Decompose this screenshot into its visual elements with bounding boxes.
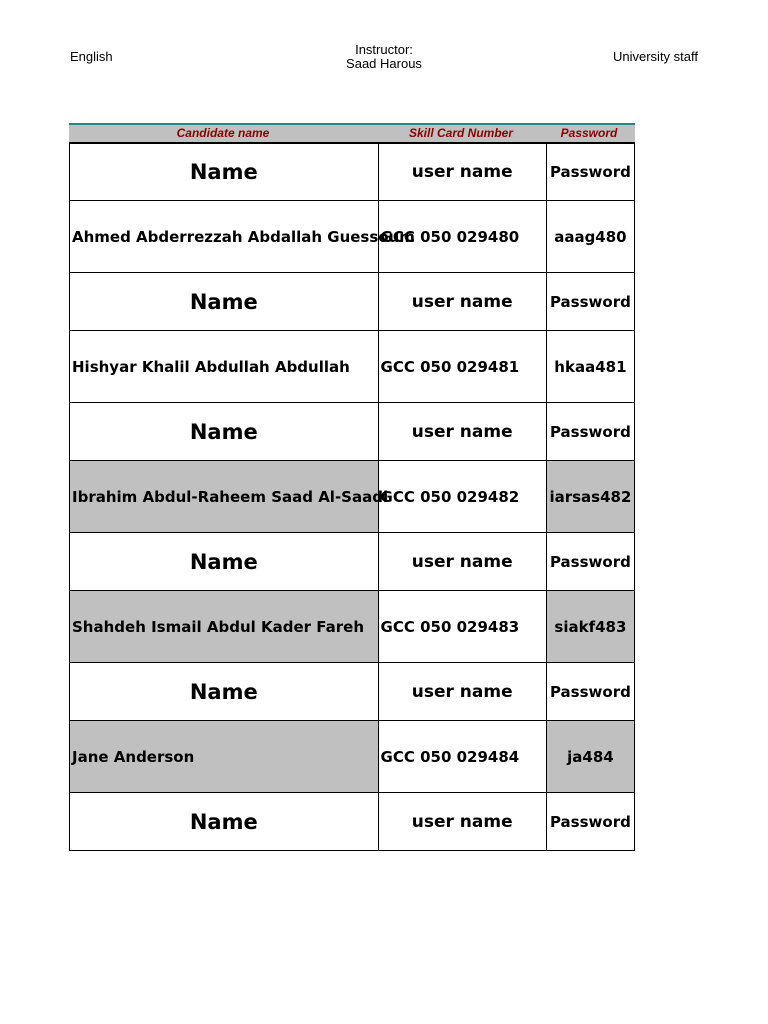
label-user-name: user name [378, 273, 546, 331]
label-user-name: user name [378, 533, 546, 591]
label-password: Password [546, 273, 634, 331]
candidate-name-cell: Shahdeh Ismail Abdul Kader Fareh [70, 591, 379, 663]
label-row [70, 144, 635, 201]
password-cell: hkaa481 [546, 331, 634, 403]
label-user-name: user name [378, 663, 546, 721]
instructor-name: Saad Harous [346, 56, 422, 71]
candidate-row [70, 721, 635, 793]
candidate-row [70, 201, 635, 273]
column-header-skill-card-number: Skill Card Number [408, 126, 514, 140]
skill-card-number-cell: GCC 050 029483 [378, 591, 546, 663]
label-name: Name [70, 663, 379, 721]
candidate-row [70, 461, 635, 533]
header-instructor [284, 43, 484, 71]
label-password: Password [546, 663, 634, 721]
password-cell: iarsas482 [546, 461, 634, 533]
header-language: English [70, 49, 113, 64]
candidate-row [70, 591, 635, 663]
label-password: Password [546, 533, 634, 591]
label-password: Password [546, 144, 634, 201]
label-row [70, 663, 635, 721]
column-header-password: Password [560, 126, 618, 140]
column-header-row [69, 125, 635, 143]
label-name: Name [70, 403, 379, 461]
credentials-sheet [69, 123, 635, 851]
candidate-name-cell: Ibrahim Abdul-Raheem Saad Al-Saadi [70, 461, 379, 533]
label-user-name: user name [378, 403, 546, 461]
label-password: Password [546, 403, 634, 461]
password-cell: aaag480 [546, 201, 634, 273]
label-row [70, 793, 635, 851]
label-name: Name [70, 533, 379, 591]
label-name: Name [70, 273, 379, 331]
skill-card-number-cell: GCC 050 029482 [378, 461, 546, 533]
skill-card-number-cell: GCC 050 029481 [378, 331, 546, 403]
label-name: Name [70, 793, 379, 851]
candidate-name-cell: Ahmed Abderrezzah Abdallah Guessoum [70, 201, 379, 273]
label-row [70, 273, 635, 331]
password-cell: ja484 [546, 721, 634, 793]
label-user-name: user name [378, 793, 546, 851]
label-user-name: user name [378, 144, 546, 201]
label-password: Password [546, 793, 634, 851]
skill-card-number-cell: GCC 050 029484 [378, 721, 546, 793]
label-name: Name [70, 144, 379, 201]
candidate-name-cell: Jane Anderson [70, 721, 379, 793]
instructor-label: Instructor: [355, 42, 413, 57]
candidate-row [70, 331, 635, 403]
header-organization: University staff [612, 49, 698, 64]
label-row [70, 533, 635, 591]
column-header-candidate-name: Candidate name [176, 126, 270, 140]
skill-card-number-cell: GCC 050 029480 [378, 201, 546, 273]
label-row [70, 403, 635, 461]
password-cell: siakf483 [546, 591, 634, 663]
credentials-table [69, 143, 635, 851]
candidate-name-cell: Hishyar Khalil Abdullah Abdullah [70, 331, 379, 403]
